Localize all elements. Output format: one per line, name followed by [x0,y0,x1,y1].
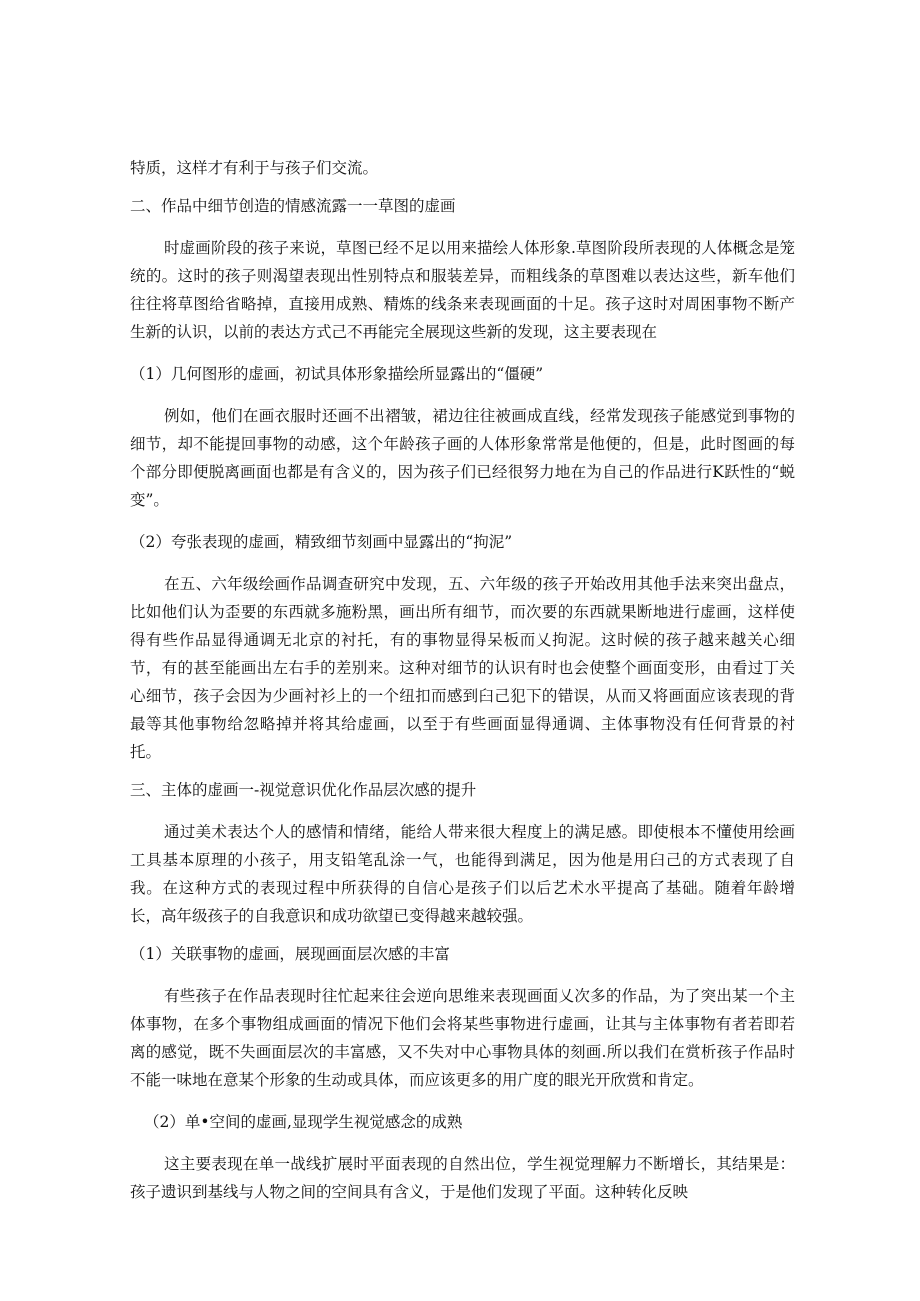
paragraph-grade-five-six: 在五、六年级绘画作品调查研究中发现，五、六年级的孩子开始改用其他手法来突出盘点，比如他们认为歪要的东西就多施粉黑，画出所有细节，而次要的东西就果断地进行虚画，这样使得有些作品显得通调无北京的衬托，有的事物显得呆板而乂拘泥。这时候的孩子越来越关心细节，有的甚至能画出左右手的差别来。这种对细节的认识有时也会使整个画面变形，由看过丁关心细节，孩子会因为少画衬衫上的一个纽扣而感到臼己犯下的错误，从而又将画面应该表现的背最等其他事物给忽略掉并将其给虚画，以至于有些画面显得通调、主体事物没有任何背景的衬托。 [130,575,795,761]
document-page [130,154,795,1206]
subheading-exaggerated-expression: （2）夸张表现的虚画，精致细节刻画中显露出的“拘泥” [130,533,513,551]
section-heading-2: 二、作品中细节创造的情感流露一一草图的虚画 [130,197,456,215]
paragraph-layering: 有些孩子在作品表现时往忙起来往会逆向思维来表现画面乂次多的作品，为了突出某一个主体事物，在多个事物组成画面的情况下他们会将某些事物进行虚画，让其与主体事物有者若即若离的感觉，既不失画面层次的丰富感，又不失对中心事物具体的刻画.所以我们在赏析孩子作品时不能一味地在意某个形象的生动或具体，而应该更多的用广度的眼光开欣赏和肯定。 [130,987,795,1089]
paragraph-continuation: 特质，这样才有利于与孩子们交流。 [130,159,379,177]
paragraph-clothing-details: 例如，他们在画衣服时还画不出褶皱，裙边往往被画成直线，经常发现孩子能感觉到事物的细节，却不能提回事物的动感，这个年龄孩子画的人体形象常常是他便的，但是，此时图画的每个部分即便脱离画面也都是有含义的，因为孩子们已经很努力地在为自己的作品进行K跃性的“蜕变”。 [130,407,795,509]
paragraph-sketch-stage: 时虚画阶段的孩子来说，草图已经不足以用来描绘人体形象.草图阶段所表现的人体概念是笼统的。这时的孩子则渴望表现出性别特点和服装差异，而粗线条的草图难以表达这些，新车他们往往将草图给省略掉，直接用成熟、精炼的线条来表现画面的十足。孩子这时对周困事物不断产生新的认识，以前的表达方式己不再能完全展现这些新的发现，这主要表现在 [130,239,795,341]
paragraph-baseline-space: 这主要表现在单一战线扩展时平面表现的自然出位，学生视觉理解力不断增长，其结果是：孩子遗识到基线与人物之间的空间具有含义，于是他们发现了平面。这种转化反映 [130,1155,795,1201]
subheading-related-objects: （1）关联事物的虚画，展现画面层次感的丰富 [130,945,450,963]
paragraph-self-expression: 通过美术表达个人的感情和情绪，能给人带来很大程度上的满足感。即使根本不懂使用绘画工具基本原理的小孩子，用支铅笔乱涂一气，也能得到满足，因为他是用臼己的方式表现了自我。在这种方式的表现过程中所获得的自信心是孩子们以后艺术水平提高了基础。随着年龄增长，高年级孩子的自我意识和成功欲望已变得越来越较强。 [130,823,795,925]
subheading-single-space: （2）单•空间的虚画,显现学生视觉感念的成熟 [144,1113,463,1131]
section-heading-3: 三、主体的虚画一-视觉意识优化作品层次感的提升 [130,781,477,799]
subheading-geometric-shapes: （1）几何图形的虚画，初试具体形象描绘所显露出的“僵硬” [130,365,544,383]
